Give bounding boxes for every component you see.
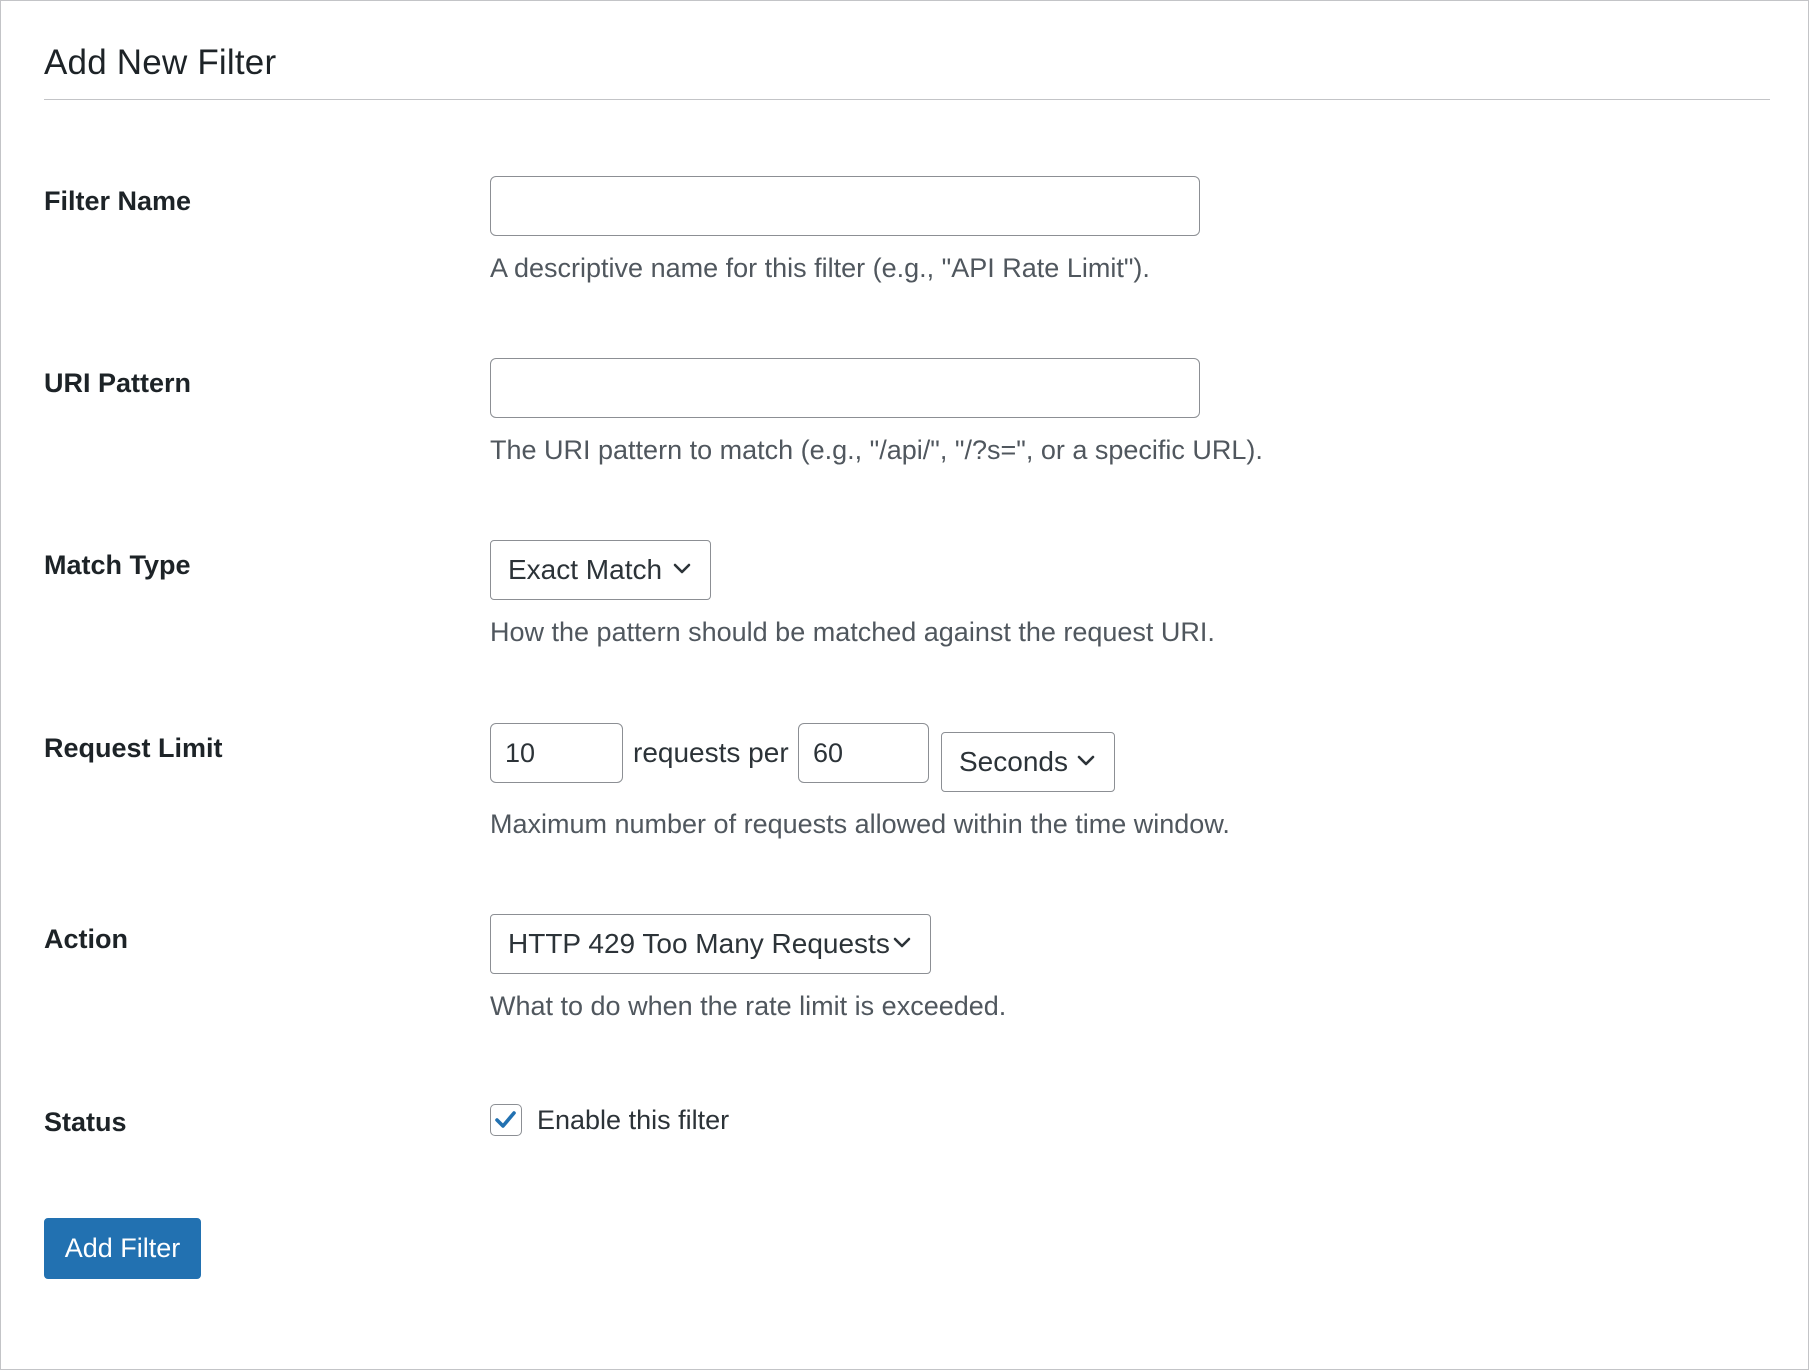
action-select[interactable]: [490, 914, 931, 974]
requests-count-input[interactable]: [490, 723, 623, 783]
enable-filter-checkbox[interactable]: [490, 1104, 522, 1136]
time-unit-select[interactable]: [941, 732, 1115, 792]
uri-pattern-label: URI Pattern: [44, 368, 192, 398]
request-limit-description: Maximum number of requests allowed within the time window.: [490, 809, 1230, 839]
checkmark-icon: [491, 1105, 520, 1134]
chevron-down-icon: [1075, 733, 1097, 790]
requests-per-text: requests per: [633, 737, 789, 768]
enable-filter-label[interactable]: Enable this filter: [537, 1105, 730, 1135]
time-unit-selected: Seconds: [959, 746, 1068, 777]
filter-name-description: A descriptive name for this filter (e.g., "API Rate Limit").: [490, 253, 1150, 283]
action-description: What to do when the rate limit is exceeded.: [490, 991, 1007, 1021]
match-type-select[interactable]: [490, 540, 711, 600]
add-filter-button[interactable]: Add Filter: [44, 1218, 201, 1279]
status-label: Status: [44, 1107, 127, 1137]
uri-pattern-description: The URI pattern to match (e.g., "/api/", "/?s=", or a specific URL).: [490, 435, 1263, 465]
action-selected: HTTP 429 Too Many Requests: [508, 928, 890, 959]
uri-pattern-input[interactable]: [490, 358, 1200, 418]
match-type-selected: Exact Match: [508, 554, 663, 585]
filter-name-label: Filter Name: [44, 186, 192, 216]
time-window-input[interactable]: [798, 723, 929, 783]
filter-name-input[interactable]: [490, 176, 1200, 236]
page-title: Add New Filter: [44, 43, 277, 82]
request-limit-label: Request Limit: [44, 733, 223, 763]
match-type-label: Match Type: [44, 550, 191, 580]
chevron-down-icon: [891, 915, 913, 972]
title-divider: [44, 99, 1770, 100]
match-type-description: How the pattern should be matched against the request URI.: [490, 617, 1215, 647]
action-label: Action: [44, 924, 128, 954]
chevron-down-icon: [671, 541, 693, 598]
